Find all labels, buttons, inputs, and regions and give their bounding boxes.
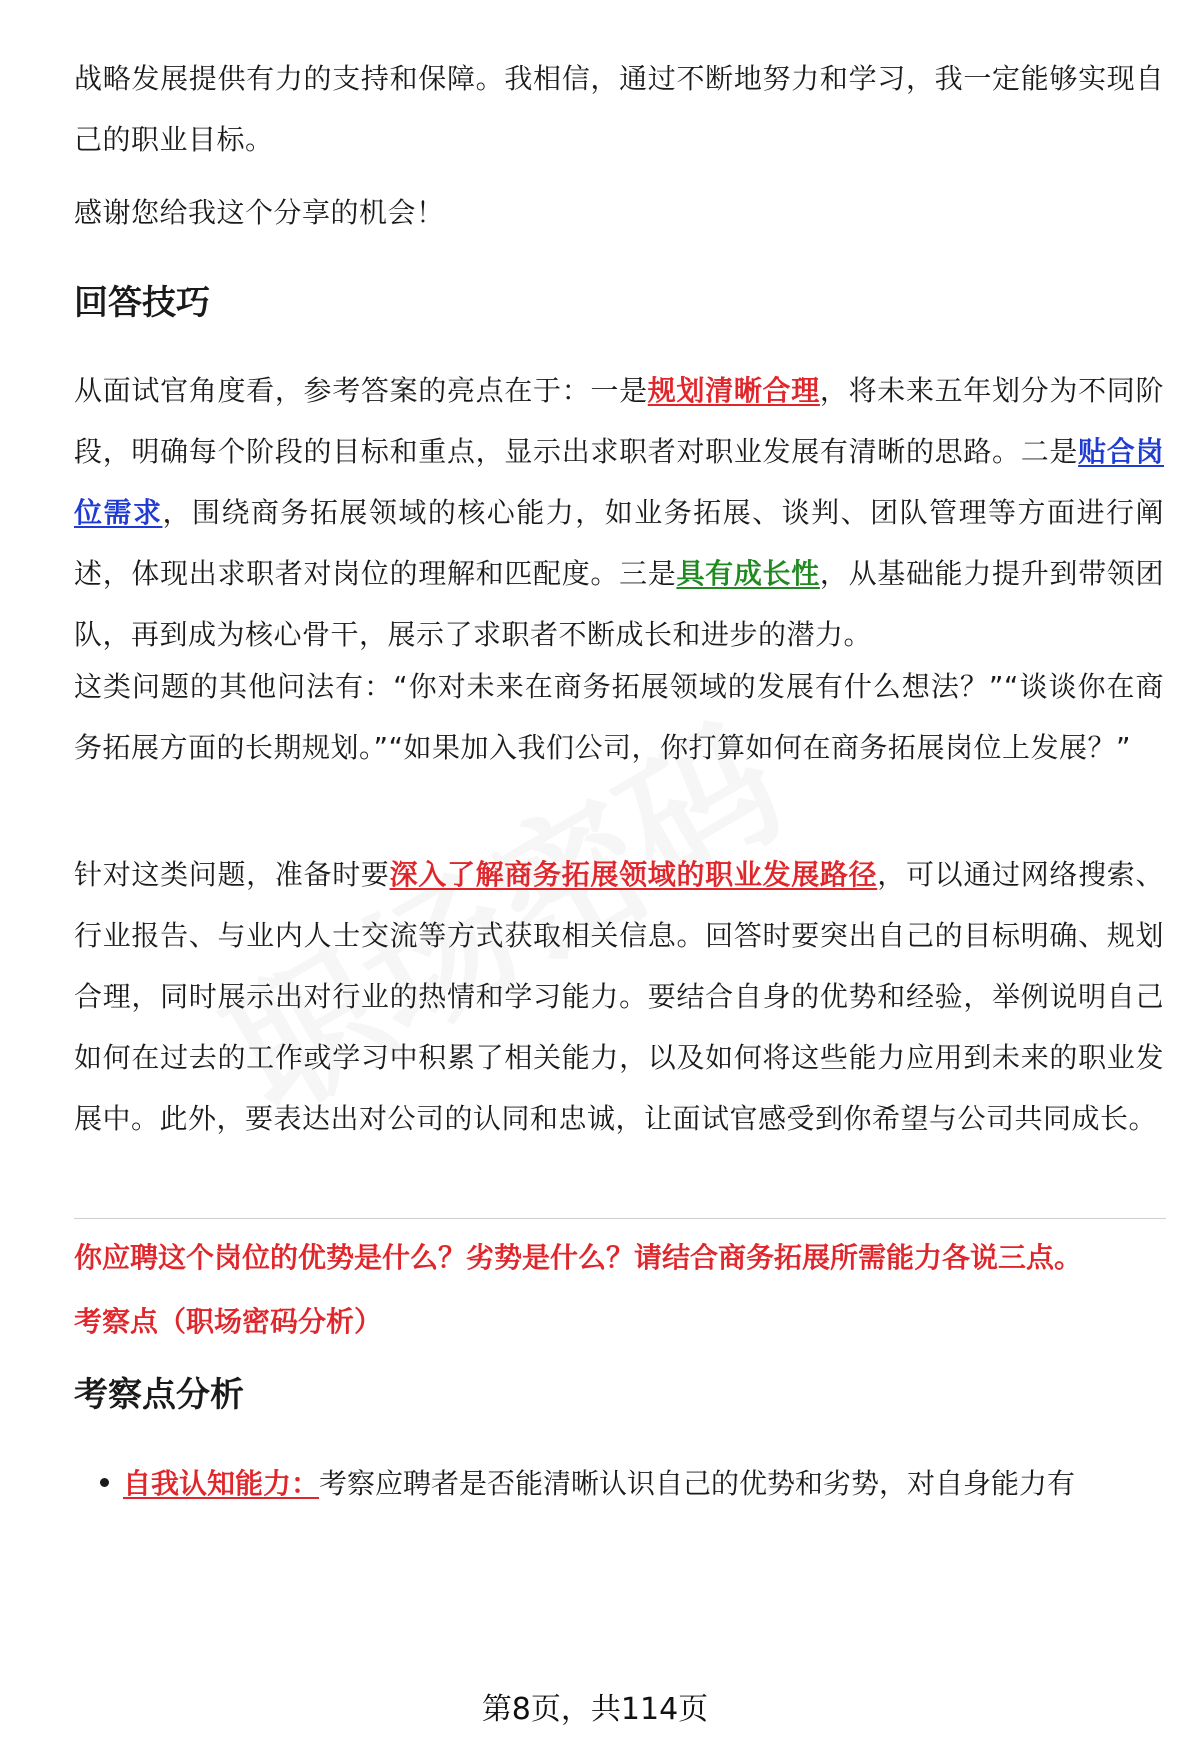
question-title: 你应聘这个岗位的优势是什么？劣势是什么？请结合商务拓展所需能力各说三点。 (74, 1241, 1083, 1274)
text-span: 从面试官角度看，参考答案的亮点在于：一是 (74, 374, 648, 407)
paragraph-other-questions: 这类问题的其他问法有：“你对未来在商务拓展领域的发展有什么想法？”“谈谈你在商务拓展方面的长期规划。”“如果加入我们公司，你打算如何在商务拓展岗位上发展？” (74, 670, 1164, 764)
section-heading-answer-tips: 回答技巧 (74, 283, 210, 323)
question-subtitle: 考察点（职场密码分析） (74, 1305, 383, 1338)
question-block (74, 1236, 1166, 1344)
highlight-clear-plan: 规划清晰合理 (647, 374, 820, 407)
highlight-career-path: 深入了解商务拓展领域的职业发展路径 (389, 858, 878, 891)
text-span: ，围绕商务拓展领域的核心能力，如业务拓展、谈判、团队管理等方面进行阐述，体现出求职者对岗位的理解和匹配度。三是 (74, 496, 1164, 590)
page-footer: 第8页，共114页 (481, 1692, 709, 1727)
paragraph-preparation (74, 844, 1164, 1149)
text-span: ，将未来五年划分为不同阶段，明确每个阶段的目标和重点，显示出求职者对职业发展有清晰的思路。二是 (74, 374, 1164, 468)
text-span: ，可以通过网络搜索、行业报告、与业内人士交流等方式获取相关信息。回答时要突出自己的目标明确、规划合理，同时展示出对行业的热情和学习能力。要结合自身的优势和经验，举例说明自己如何在过去的工作或学习中积累了相关能力，以及如何将这些能力应用到未来的职业发展中。此外，要表达出对公司的认同和忠诚，让面试官感受到你希望与公司共同成长。 (74, 858, 1164, 1135)
paragraph-thanks: 感谢您给我这个分享的机会！ (74, 196, 445, 229)
list-item (100, 1462, 1075, 1506)
paragraph-highlights (74, 360, 1164, 665)
text-span: 针对这类问题，准备时要 (74, 858, 390, 891)
text-span: ，从基础能力提升到带领团队，再到成为核心骨干，展示了求职者不断成长和进步的潜力。 (74, 557, 1164, 651)
bullet-icon (100, 1478, 109, 1487)
highlight-growth: 具有成长性 (676, 557, 820, 590)
bullet-text: 考察应聘者是否能清晰认识自己的优势和劣势，对自身能力有 (319, 1467, 1076, 1500)
highlight-fit-job: 贴合岗位需求 (74, 435, 1164, 529)
bullet-label: 自我认知能力： (123, 1467, 320, 1500)
section-heading-analysis: 考察点分析 (74, 1375, 244, 1415)
paragraph-closing: 战略发展提供有力的支持和保障。我相信，通过不断地努力和学习，我一定能够实现自己的职业目标。 (74, 62, 1164, 156)
section-divider (74, 1218, 1166, 1219)
